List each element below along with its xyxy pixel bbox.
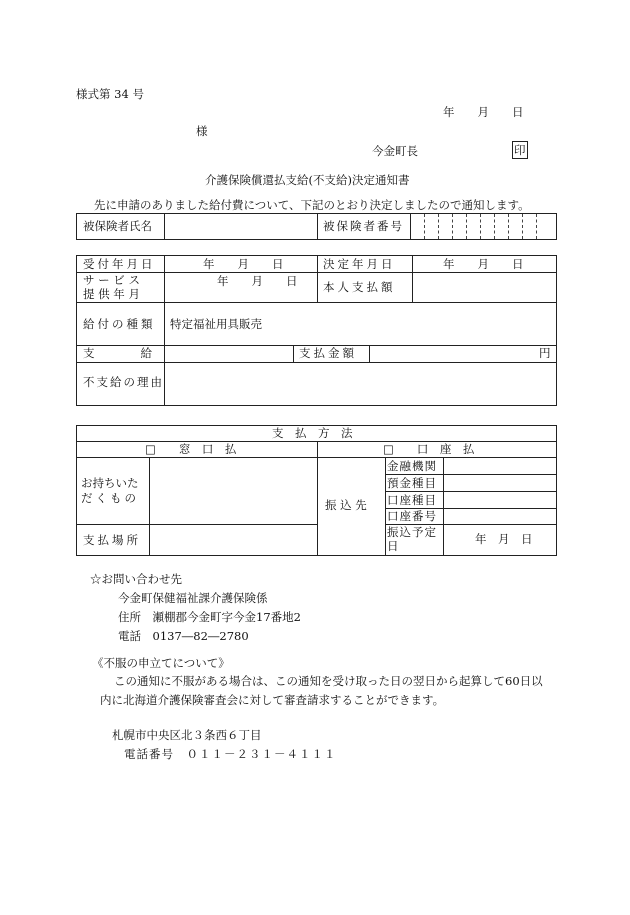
issuer-name: 今金町長	[372, 144, 418, 158]
appeal-heading: 《不服の申立てについて》	[92, 656, 230, 670]
benefit-decision-table	[76, 255, 557, 406]
payment-amount-label: 支払金額	[299, 346, 357, 360]
payment-place-label: 支払場所	[83, 533, 141, 547]
receipt-date-label: 受付年月日	[83, 257, 156, 271]
document-title: 介護保険償還払支給(不支給)決定通知書	[205, 173, 410, 187]
insured-info-table	[76, 213, 557, 240]
appeal-text-line1: この通知に不服がある場合は、この通知を受け取った日の翌日から起算して60日以	[114, 674, 543, 688]
deposit-type-label: 預金種目	[387, 476, 437, 490]
appeal-phone: 電話番号 ０１１－２３１－４１１１	[124, 747, 337, 761]
account-type-label: 口座種目	[387, 493, 437, 507]
yen-unit: 円	[539, 346, 551, 360]
self-pay-label: 本人支払額	[323, 280, 396, 294]
service-label-line2: 提 供 年 月	[83, 287, 140, 301]
bring-items-label-line2: だくもの	[81, 491, 139, 505]
transfer-date-value: 年 月 日	[475, 532, 533, 546]
service-label-line1: サ ー ビ ス	[83, 273, 140, 287]
contact-heading: ☆お問い合わせ先	[90, 572, 182, 586]
insured-name-label: 被保険者氏名	[83, 219, 152, 233]
insured-number-label: 被保険者番号	[323, 219, 404, 233]
benefit-type-value: 特定福祉用具販売	[170, 317, 262, 331]
non-payment-reason-label: 不支給の理由	[83, 375, 164, 389]
contact-address: 住所 瀬棚郡今金町字今金17番地2	[118, 610, 301, 624]
decision-date-value: 年 月 日	[443, 257, 524, 271]
account-number-label: 口座番号	[387, 509, 437, 523]
contact-phone: 電話 0137―82―2780	[118, 629, 249, 643]
bank-label: 金融機関	[387, 459, 437, 473]
bring-items-label-line1: お持ちいた	[81, 476, 139, 490]
seal-mark: 印	[514, 143, 526, 157]
decision-date-label: 決定年月日	[323, 257, 396, 271]
transfer-to-label: 振 込 先	[325, 498, 367, 512]
appeal-address: 札幌市中央区北３条西６丁目	[112, 728, 262, 742]
payment-label: 支 給	[83, 346, 152, 360]
recipient-suffix: 様	[196, 124, 208, 138]
issue-date: 年 月 日	[443, 105, 524, 119]
payment-method-table	[76, 425, 557, 556]
payment-method-header: 支 払 方 法	[272, 426, 353, 440]
transfer-date-label-line2: 日	[387, 539, 399, 553]
window-payment-option: □ 窓 口 払	[145, 442, 237, 456]
service-month-value: 年 月 日	[217, 274, 298, 288]
account-payment-option: □ 口 座 払	[383, 442, 475, 456]
form-number: 様式第 34 号	[76, 87, 144, 101]
appeal-text-line2: 内に北海道介護保険審査会に対して審査請求することができます。	[100, 693, 445, 707]
transfer-date-label-line1: 振込予定	[387, 525, 437, 539]
contact-department: 今金町保健福祉課介護保険係	[118, 591, 268, 605]
receipt-date-value: 年 月 日	[203, 257, 284, 271]
benefit-type-label: 給付の種類	[83, 317, 156, 331]
intro-text: 先に申請のありました給付費について、下記のとおり決定しましたので通知します。	[94, 198, 530, 212]
